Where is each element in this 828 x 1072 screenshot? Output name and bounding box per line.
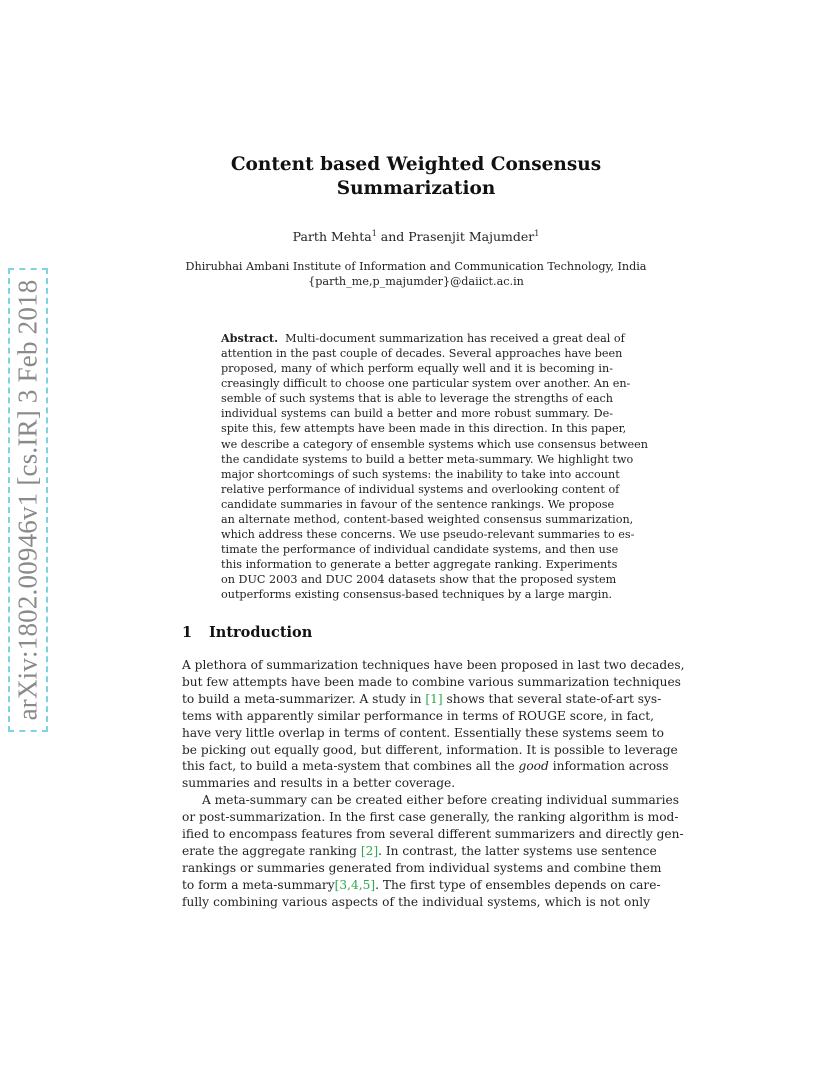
text-line xyxy=(182,758,669,775)
abstract-line: this information to generate a better aggregate ranking. Experiments xyxy=(221,558,618,572)
abstract-line: relative performance of individual systems and overlooking content of xyxy=(221,482,620,496)
abstract-line: we describe a category of ensemble systems which use consensus between xyxy=(221,437,649,451)
text-line: rankings or summaries generated from individual systems and combine them xyxy=(182,860,662,875)
paragraph xyxy=(182,657,685,792)
text-line: have very little overlap in terms of content. Essentially these systems seem to xyxy=(182,725,664,740)
text-fragment: this fact, to build a meta-system that combines all the xyxy=(182,759,519,774)
citation-link[interactable]: [2] xyxy=(360,843,379,858)
text-line: but few attempts have been made to combine various summarization techniques xyxy=(182,674,681,689)
abstract-line: an alternate method, content-based weighted consensus summarization, xyxy=(221,512,634,526)
text-line xyxy=(182,843,657,860)
institution: Dhirubhai Ambani Institute of Information and Communication Technology, India xyxy=(185,260,647,273)
title-line-1: Content based Weighted Consensus xyxy=(230,154,602,175)
citation-link[interactable]: [3,4,5] xyxy=(334,877,376,892)
abstract xyxy=(221,331,649,602)
abstract-line: which address these concerns. We use pseudo-relevant summaries to es- xyxy=(221,528,635,542)
author-affiliation-mark: 1 xyxy=(371,228,377,238)
text-fragment: erate the aggregate ranking xyxy=(182,843,361,858)
text-line xyxy=(182,691,662,708)
abstract-label: Abstract. xyxy=(221,331,278,345)
text-line: A meta-summary can be created either before creating individual summaries xyxy=(202,793,680,808)
text-fragment: . The first type of ensembles depends on care- xyxy=(375,877,661,892)
text-line: ified to encompass features from several different summarizers and directly gen- xyxy=(182,827,684,842)
text-line: tems with apparently similar performance in terms of ROUGE score, in fact, xyxy=(182,708,655,723)
title-line-2: Summarization xyxy=(336,178,496,199)
text-fragment: to form a meta-summary xyxy=(182,877,335,892)
abstract-line: attention in the past couple of decades. Several approaches have been xyxy=(221,347,623,361)
email-address: {parth_me,p_majumder}@daiict.ac.in xyxy=(308,275,524,288)
abstract-text xyxy=(221,331,649,602)
text-line: or post-summarization. In the first case generally, the ranking algorithm is mod- xyxy=(182,810,679,825)
text-line: A plethora of summarization techniques have been proposed in last two decades, xyxy=(182,658,685,672)
abstract-line: on DUC 2003 and DUC 2004 datasets show that the proposed system xyxy=(221,573,617,587)
author-conjunction: and xyxy=(380,229,405,244)
section-number: 1 xyxy=(182,624,193,641)
text-line: be picking out equally good, but different, information. It is possible to leverage xyxy=(182,742,678,757)
text-fragment: to build a meta-summarizer. A study in xyxy=(182,691,426,706)
abstract-line: Multi-document summarization has received a great deal of xyxy=(285,332,625,345)
abstract-line: major shortcomings of such systems: the inability to take into account xyxy=(221,467,620,481)
text-fragment: information across xyxy=(548,759,669,774)
author-affiliation-mark: 1 xyxy=(534,228,540,238)
abstract-line: proposed, many of which perform equally well and it is becoming in- xyxy=(221,362,613,376)
emphasis: good xyxy=(518,759,549,774)
text-line xyxy=(182,877,661,894)
author-name: Parth Mehta xyxy=(292,229,372,244)
abstract-line: semble of such systems that is able to leverage the strengths of each xyxy=(221,392,613,406)
text-line: fully combining various aspects of the individual systems, which is not only xyxy=(182,894,650,909)
paper-title xyxy=(200,153,632,201)
abstract-line: individual systems can build a better and more robust summary. De- xyxy=(221,407,613,421)
abstract-line: candidate summaries in favour of the sentence rankings. We propose xyxy=(221,497,615,511)
citation-link[interactable]: [1] xyxy=(425,691,443,706)
section-heading-introduction xyxy=(182,624,312,641)
abstract-line: the candidate systems to build a better meta-summary. We highlight two xyxy=(221,452,634,466)
abstract-line: spite this, few attempts have been made in this direction. In this paper, xyxy=(221,422,627,436)
paragraph xyxy=(182,792,684,910)
author-list xyxy=(200,229,632,244)
author-name: Prasenjit Majumder xyxy=(408,229,535,244)
arxiv-stamp xyxy=(8,268,48,732)
abstract-line: outperforms existing consensus-based techniques by a large margin. xyxy=(221,588,613,602)
abstract-line: creasingly difficult to choose one particular system over another. An en- xyxy=(221,377,631,391)
arxiv-identifier: arXiv:1802.00946v1 [cs.IR] 3 Feb 2018 xyxy=(12,279,43,721)
affiliation-block xyxy=(150,259,682,289)
section-title: Introduction xyxy=(209,624,313,641)
introduction-body xyxy=(182,657,685,911)
text-fragment: shows that several state-of-art sys- xyxy=(442,691,662,706)
abstract-line: timate the performance of individual candidate systems, and then use xyxy=(221,543,619,557)
text-fragment: . In contrast, the latter systems use sentence xyxy=(378,843,657,858)
text-line: summaries and results in a better coverage. xyxy=(182,776,456,791)
